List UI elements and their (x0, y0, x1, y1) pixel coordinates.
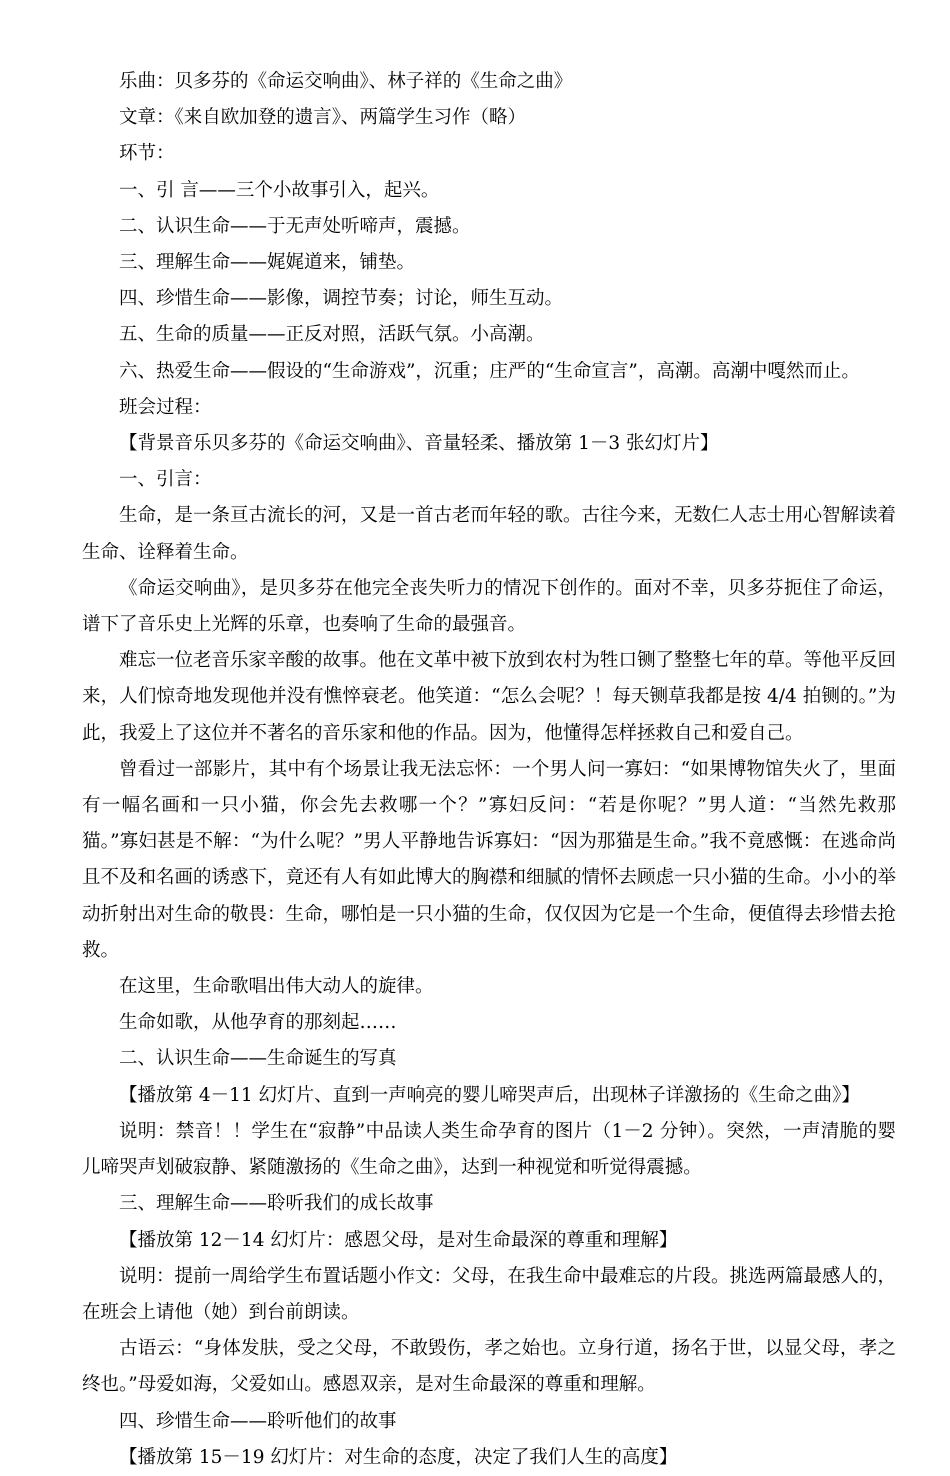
body-paragraph: 生命，是一条亘古流长的河，又是一首古老而年轻的歌。古往今来，无数仁人志士用心智解读着生命、诠释着生命。 (82, 505, 897, 563)
section-heading-steps: 环节： (119, 143, 175, 165)
article-line: 文章：《来自欧加登的遗言》、两篇学生习作（略） (119, 107, 527, 129)
step-item-2: 二、认识生命——于无声处听啼声，震撼。 (119, 215, 471, 237)
body-paragraph: 《命运交响曲》，是贝多芬在他完全丧失听力的情况下创作的。面对不幸，贝多芬扼住了命运，谱下了音乐史上光辉的乐章，也奏响了生命的最强音。 (82, 577, 896, 636)
subheading-understand-life: 三、理解生命——聆听我们的成长故事 (119, 1193, 434, 1215)
note-paragraph: 说明：禁音！！学生在“寂静”中品读人类生命孕育的图片（1－2 分钟）。突然，一声清脆的婴儿啼哭声划破寂静、紧随激扬的《生命之曲》，达到一种视觉和听觉得震撼。 (82, 1120, 896, 1179)
step-item-4: 四、珍惜生命——影像，调控节奏；讨论，师生互动。 (119, 288, 564, 310)
stage-direction: 【播放第 15－19 幻灯片：对生命的态度，决定了我们人生的高度】 (119, 1446, 678, 1468)
body-paragraph: 在这里，生命歌唱出伟大动人的旋律。 (119, 976, 434, 998)
step-item-3: 三、理解生命——娓娓道来，铺垫。 (119, 252, 416, 274)
body-paragraph: 生命如歌，从他孕育的那刻起…… (119, 1012, 397, 1034)
document-page (82, 64, 896, 1476)
body-paragraph: 古语云：“身体发肤，受之父母，不敢毁伤，孝之始也。立身行道，扬名于世，以显父母，孝之终也。”母爱如海，父爱如山。感恩双亲，是对生命最深的尊重和理解。 (82, 1338, 896, 1396)
body-paragraph: 难忘一位老音乐家辛酸的故事。他在文革中被下放到农村为牲口铡了整整七年的草。等他平反回来，人们惊奇地发现他并没有憔悴衰老。他笑道：“怎么会呢？！每天铡草我都是按 4/4 拍铡的。”为此，我爱上了这位并不著名的音乐家和他的作品。因为，他懂得怎样拯救自己和爱自己。 (82, 650, 897, 744)
body-paragraph: 曾看过一部影片，其中有个场景让我无法忘怀：一个男人问一寡妇：“如果博物馆失火了，里面有一幅名画和一只小猫，你会先去救哪一个？”寡妇反问：“若是你呢？”男人道：“当然先救那猫。”寡妇甚是不解：“为什么呢？”男人平静地告诉寡妇：“因为那猫是生命。”我不竟感慨：在逃命尚且不及和名画的诱惑下，竟还有人有如此博大的胸襟和细腻的情怀去顾虑一只小猫的生命。小小的举动折射出对生命的敬畏：生命，哪怕是一只小猫的生命，仅仅因为它是一个生命，便值得去珍惜去抢救。 (82, 758, 897, 961)
subheading-introduction: 一、引言： (119, 469, 212, 491)
music-line: 乐曲：贝多芬的《命运交响曲》、林子祥的《生命之曲》 (119, 71, 573, 92)
section-heading-process: 班会过程： (119, 396, 212, 418)
stage-direction: 【播放第 12－14 幻灯片：感恩父母，是对生命最深的尊重和理解】 (119, 1229, 678, 1251)
stage-direction: 【背景音乐贝多芬的《命运交响曲》、音量轻柔、播放第 1－3 张幻灯片】 (119, 433, 719, 455)
subheading-cherish-life: 四、珍惜生命——聆听他们的故事 (119, 1410, 397, 1432)
subheading-know-life: 二、认识生命——生命诞生的写真 (119, 1048, 397, 1070)
stage-direction: 【播放第 4－11 幻灯片、直到一声响亮的婴儿啼哭声后，出现林子详激扬的《生命之曲》】 (119, 1084, 860, 1106)
step-item-5: 五、生命的质量——正反对照，活跃气氛。小高潮。 (119, 324, 545, 346)
note-paragraph: 说明：提前一周给学生布置话题小作文：父母，在我生命中最难忘的片段。挑选两篇最感人的，在班会上请他（她）到台前朗读。 (82, 1265, 897, 1323)
step-item-6: 六、热爱生命——假设的“生命游戏”，沉重；庄严的“生命宣言”，高潮。高潮中嘎然而止。 (119, 360, 860, 382)
step-item-1: 一、引 言——三个小故事引入，起兴。 (119, 179, 440, 201)
